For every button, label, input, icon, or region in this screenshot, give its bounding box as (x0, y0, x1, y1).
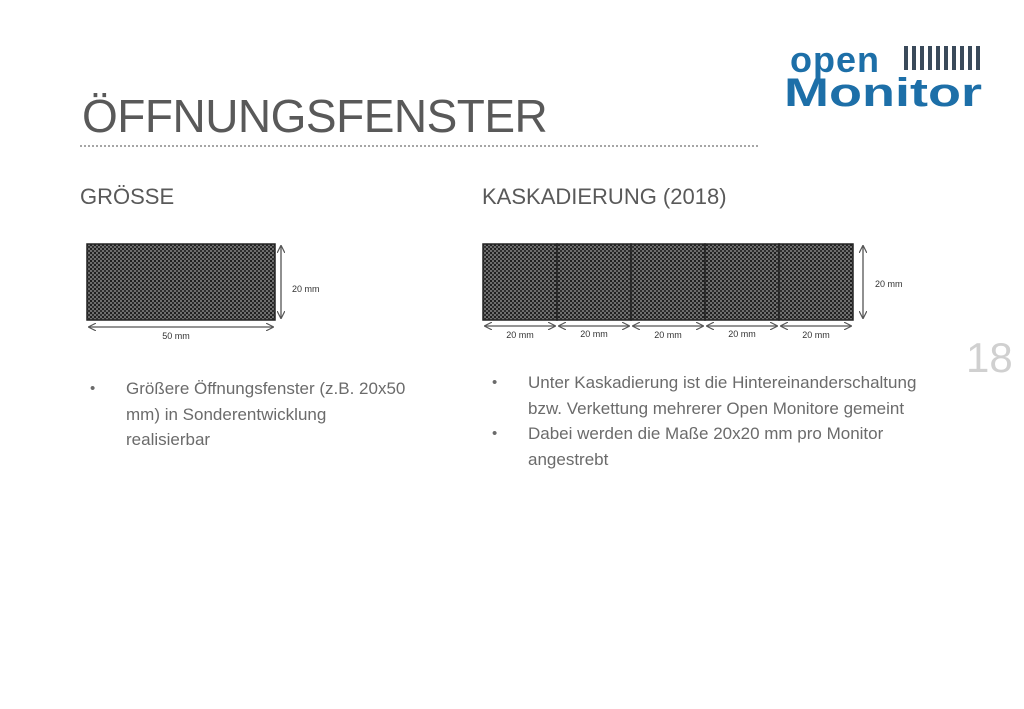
bullet-text: Unter Kaskadierung ist die Hintereinanderschaltung bzw. Verkettung mehrerer Open Monitore gemeint (528, 373, 917, 418)
cascade-window-4 (705, 244, 779, 320)
bullet-item (492, 370, 942, 421)
logo-text-open: open (790, 39, 880, 80)
cascade-width-label-1: 20 mm (506, 330, 534, 340)
heading-cascading: KASKADIERUNG (2018) (482, 184, 727, 209)
bullet-text: Größere Öffnungsfenster (z.B. 20x50 mm) in Sonderentwicklung realisierbar (126, 379, 406, 449)
bullet-text: Dabei werden die Maße 20x20 mm pro Monitor angestrebt (528, 424, 884, 469)
logo-text-monitor: Monitor (784, 71, 982, 112)
window-size-diagram (82, 236, 332, 348)
cascade-window-1 (483, 244, 557, 320)
bullet-item (492, 421, 942, 472)
cascade-width-label-4: 20 mm (728, 329, 756, 339)
bullet-item (90, 376, 410, 453)
mesh-window (87, 244, 275, 320)
height-label: 20 mm (292, 284, 320, 294)
cascading-bullet-list (492, 370, 942, 472)
cascade-width-label-2: 20 mm (580, 329, 608, 339)
cascade-width-label-3: 20 mm (654, 330, 682, 340)
slide-title: ÖFFNUNGSFENSTER (82, 90, 548, 142)
open-monitor-logo (782, 36, 986, 112)
bar-graph-icon (904, 46, 980, 70)
width-label: 50 mm (162, 331, 190, 341)
cascade-width-label-5: 20 mm (802, 330, 830, 340)
cascade-window-5 (779, 244, 853, 320)
cascade-height-label: 20 mm (875, 279, 903, 289)
cascade-window-2 (557, 244, 631, 320)
size-bullet-list (90, 376, 410, 453)
page-number: 18 (966, 334, 1013, 381)
title-divider (80, 145, 758, 147)
heading-size: GRÖSSE (80, 184, 175, 209)
cascading-diagram (478, 236, 918, 348)
bullet-dot: • (492, 374, 498, 391)
bullet-dot: • (90, 380, 96, 397)
bullet-dot: • (492, 425, 498, 442)
cascade-window-3 (631, 244, 705, 320)
